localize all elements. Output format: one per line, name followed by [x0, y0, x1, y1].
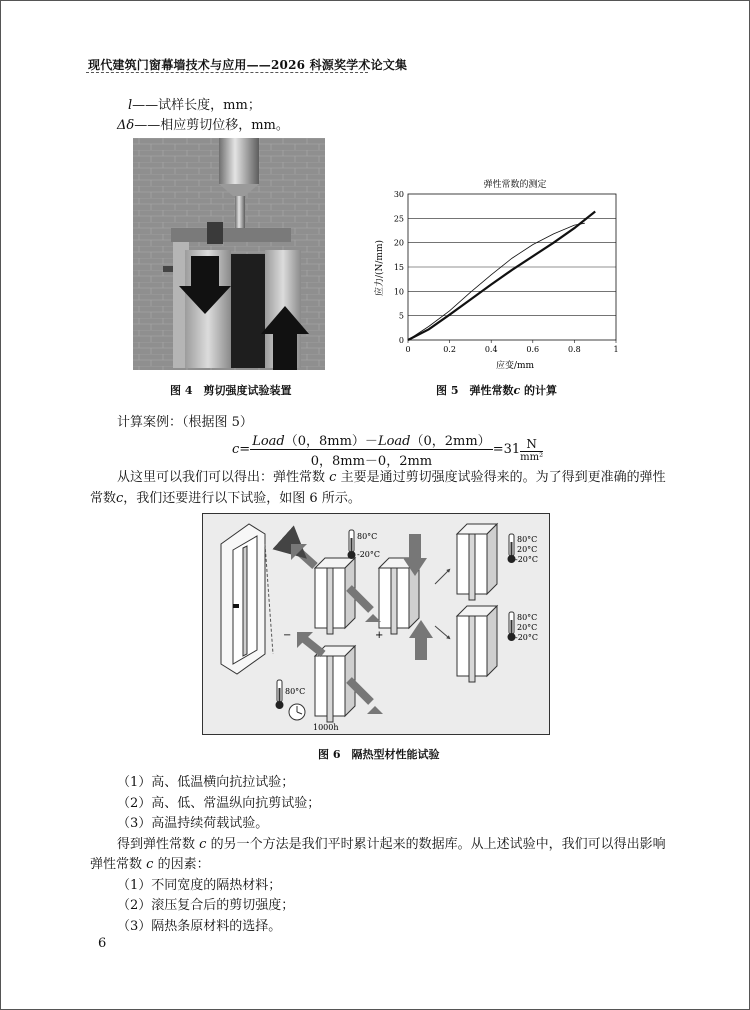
variable-c: c: [116, 491, 124, 506]
text-run: 的另一个方法是我们平时累计起来的数据库。从上述试验中，我们可以得出影响: [210, 837, 666, 852]
variable-c: c: [329, 470, 337, 485]
y-tick-label: 20: [393, 238, 404, 248]
temp-label: -20°C: [357, 550, 381, 559]
temp-label: -20°C: [515, 633, 539, 642]
y-tick-label: 30: [393, 190, 404, 199]
unit-numerator: N: [520, 437, 543, 452]
list-item: （3）高温持续荷载试验。: [117, 816, 269, 831]
paragraph-1-line-2: [90, 487, 361, 506]
text-run: 得到弹性常数: [117, 837, 196, 852]
numerator-load-2: Load: [377, 434, 411, 449]
text-run: 主要是通过剪切强度试验得来的。为了得到更准确的弹性: [340, 470, 666, 485]
page-number: 6: [98, 936, 107, 951]
minus-sign: −: [283, 630, 292, 641]
x-tick-label: 0.4: [484, 345, 498, 354]
caption-suffix: 的计算: [520, 384, 558, 397]
temp-label: 80°C: [357, 532, 378, 541]
paragraph-1-line-1: [117, 466, 666, 485]
numerator-args-1: （0，8mm）－: [284, 434, 378, 449]
formula-unit: [520, 437, 543, 463]
figure-4-caption: 图 4 剪切强度试验装置: [170, 384, 292, 397]
elastic-constant-chart: [368, 172, 628, 370]
figure-6-caption: 图 6 隔热型材性能试验: [318, 748, 440, 761]
x-axis-label: 应变/mm: [495, 361, 535, 370]
text-run: ，我们还要进行以下试验，如图 6 所示。: [123, 491, 361, 506]
formula-lhs: c: [232, 442, 240, 457]
insulation-profile-test-diagram: [202, 513, 550, 735]
list-item: （1）不同宽度的隔热材料；: [117, 878, 282, 893]
definition-symbol: Δδ: [117, 118, 135, 133]
text-run: 弹性常数: [90, 857, 143, 872]
x-tick-label: 0: [405, 345, 411, 354]
temp-label: -20°C: [515, 555, 539, 564]
list-item: （1）高、低温横向抗拉试验；: [117, 775, 295, 790]
numerator-load-1: Load: [252, 434, 285, 449]
shear-test-apparatus-photo: [133, 138, 325, 370]
temp-label: 20°C: [517, 545, 538, 554]
formula-denominator: 0，8mm－0，2mm: [310, 454, 433, 469]
y-tick-label: 15: [393, 263, 404, 272]
y-tick-label: 10: [393, 287, 404, 297]
unit-denominator: mm²: [520, 451, 544, 463]
formula-result: =31: [492, 442, 521, 457]
y-tick-label: 25: [393, 214, 404, 224]
list-item: （3）隔热条原材料的选择。: [117, 919, 282, 934]
formula: [232, 430, 543, 469]
definition-text: ——试样长度，mm；: [132, 98, 261, 113]
running-header: 现代建筑门窗幕墙技术与应用——2026 科源奖学术论文集: [88, 58, 408, 72]
temp-label: 80°C: [517, 535, 538, 544]
x-tick-label: 0.6: [526, 345, 540, 354]
chart-title: 弹性常数的测定: [483, 180, 547, 190]
temp-label: 80°C: [517, 613, 538, 622]
formula-fraction: [250, 430, 493, 469]
formula-numerator: [250, 430, 493, 450]
numerator-args-2: （0，2mm）: [410, 434, 491, 449]
calc-intro: 计算案例：（根据图 5）: [117, 415, 253, 430]
caption-variable: c: [513, 384, 521, 397]
apparatus-drawing: [133, 138, 325, 370]
caption-prefix: 图 5 弹性常数: [436, 384, 514, 397]
figure-5-caption: [436, 382, 557, 398]
paragraph-2-line-1: [117, 833, 666, 852]
header-rule: [86, 72, 368, 73]
text-run: 常数: [90, 491, 117, 506]
text-run: 从这里可以我们可以得出：弹性常数: [117, 470, 326, 485]
y-tick-label: 0: [398, 336, 404, 345]
list-item: （2）滚压复合后的剪切强度；: [117, 898, 295, 913]
text-run: 的因素：: [157, 857, 210, 872]
temp-label: 80°C: [285, 687, 306, 696]
list-item: （2）高、低、常温纵向抗剪试验；: [117, 796, 321, 811]
definition-text: ——相应剪切位移，mm。: [134, 118, 289, 133]
definition-symbol: l: [128, 98, 133, 113]
x-tick-label: 1: [613, 345, 619, 354]
x-tick-label: 0.8: [568, 345, 581, 354]
plus-sign: +: [375, 630, 384, 641]
duration-label: 1000h: [313, 723, 339, 732]
variable-c: c: [146, 857, 154, 872]
y-tick-label: 5: [398, 311, 404, 321]
definition-l: [128, 94, 261, 113]
x-tick-label: 0.2: [443, 345, 456, 354]
temp-label: 20°C: [517, 623, 538, 632]
definition-delta: [117, 114, 289, 133]
formula-equals: =: [239, 442, 251, 457]
paragraph-2-line-2: [90, 853, 210, 872]
test-diagram-drawing: [203, 514, 549, 734]
variable-c: c: [199, 837, 207, 852]
y-axis-label: 应力/(N/mm): [375, 239, 385, 297]
